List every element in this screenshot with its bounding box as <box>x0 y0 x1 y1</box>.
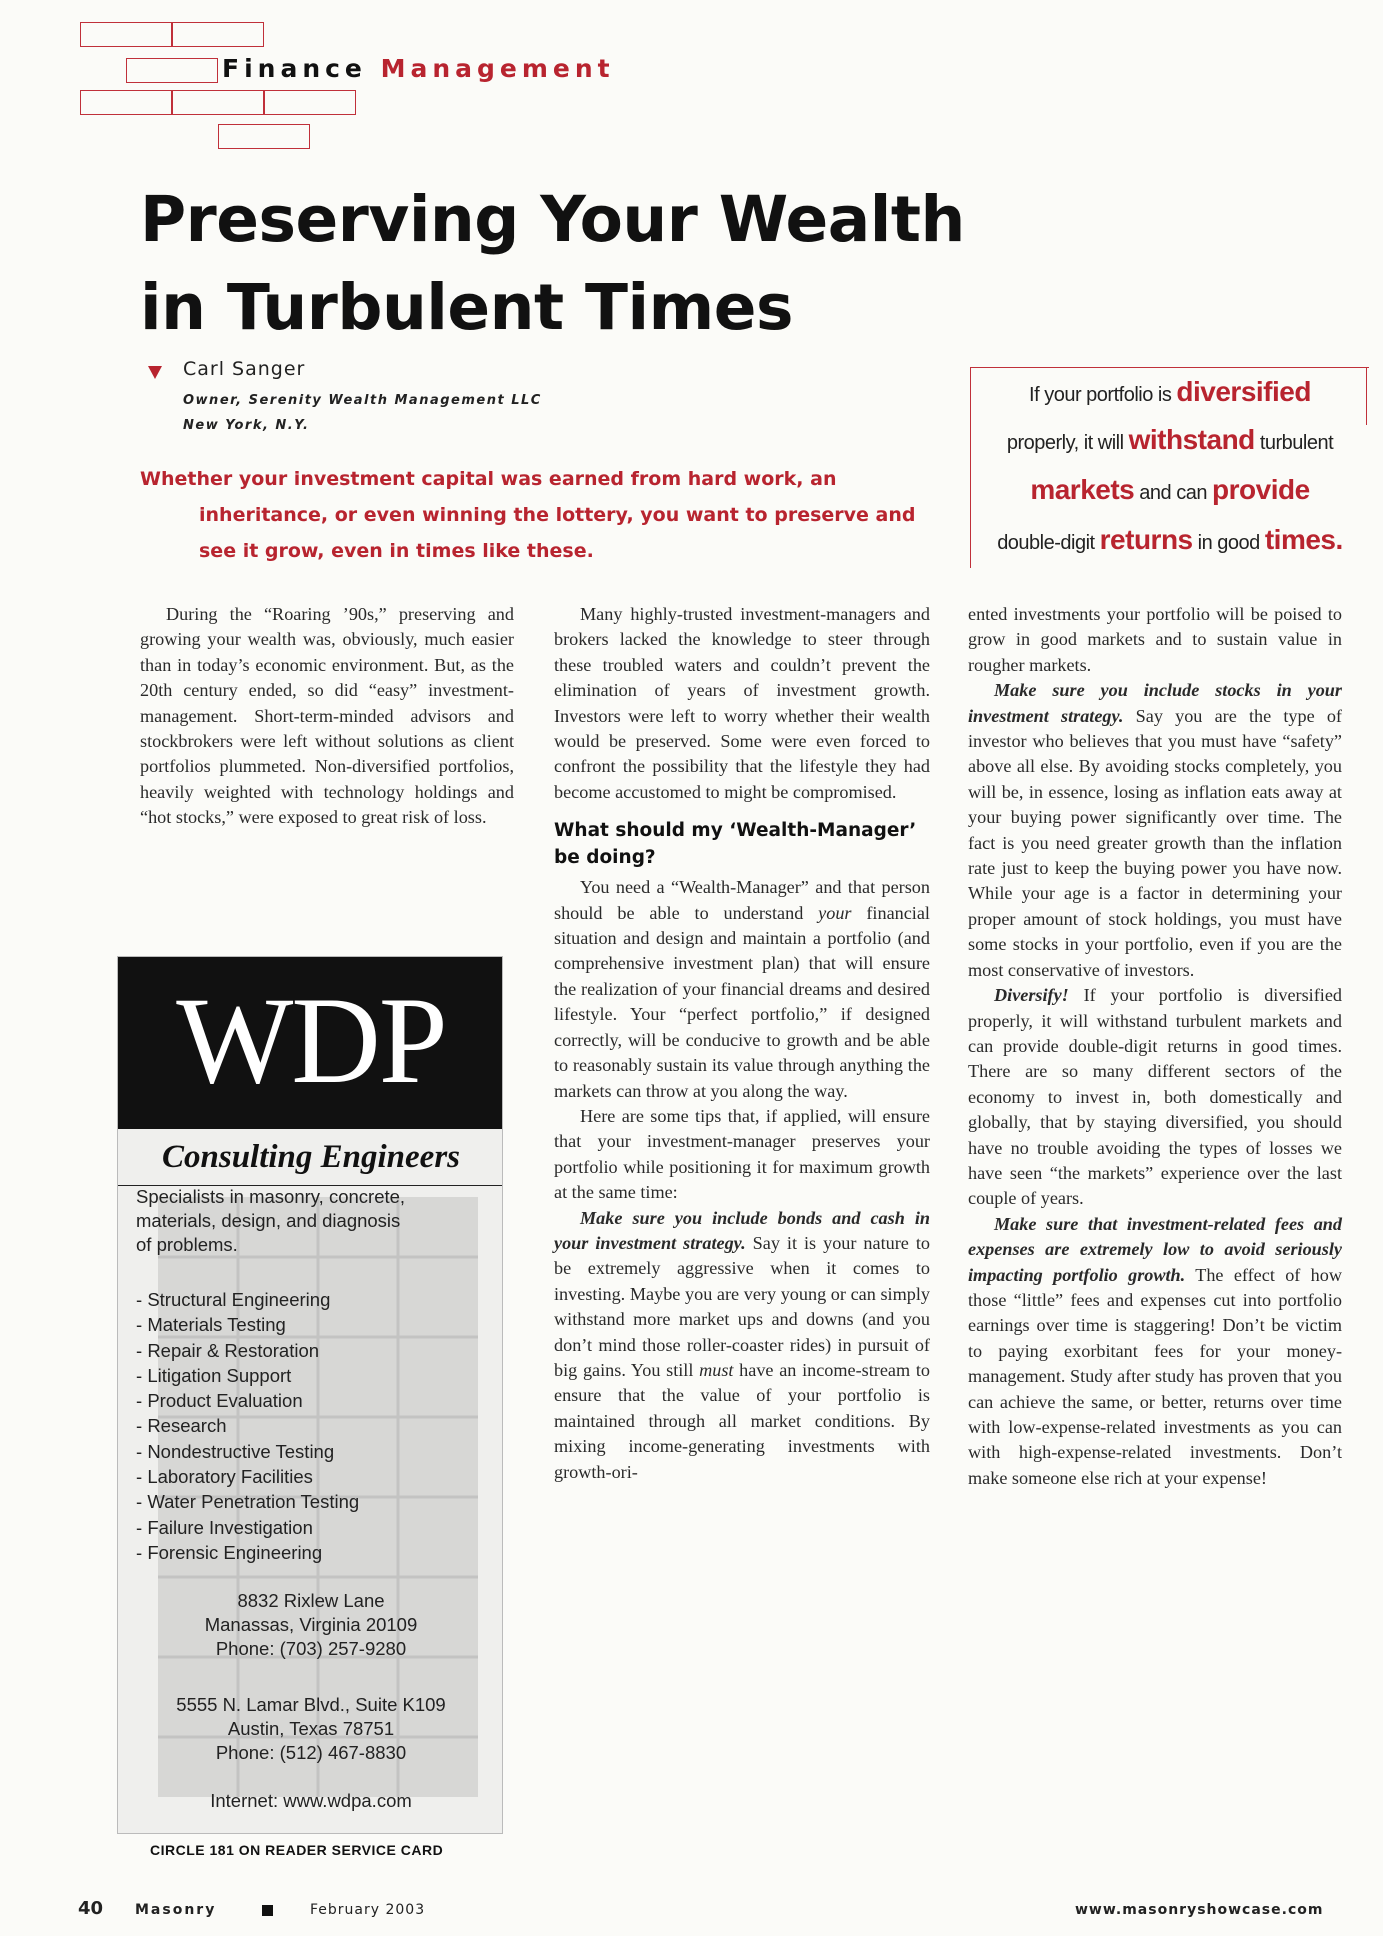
body-paragraph: Diversify! If your portfolio is diversified properly, it will withstand turbulent markets and can provide double-digit returns in good times. There are so many different sectors of the economy to invest in, both domestically and globally, that by staying diversified, you should have no trouble avoiding the types of losses we have seen “the markets” experience over the last couple of years. <box>968 985 1342 1209</box>
subheading: What should my ‘Wealth-Manager’ be doing? <box>554 820 917 869</box>
brick <box>264 90 356 115</box>
author-affiliation: Owner, Serenity Wealth Management LLC <box>183 393 542 408</box>
brick <box>80 22 172 47</box>
brick <box>172 22 264 47</box>
ad-subtitle: Consulting Engineers <box>118 1129 503 1186</box>
column-2 <box>554 602 930 1485</box>
issue-date: February 2003 <box>310 1902 426 1918</box>
service-item: - Water Penetration Testing <box>136 1489 359 1514</box>
body-paragraph: Many highly-trusted investment-managers and brokers lacked the knowledge to steer through these troubled waters and couldn’t prevent the elimination of years of investment growth. Investors were left to worry whether their wealth would be preserved. Some were even forced to confront the possibility that the lifestyle they had become accustomed to might be compromised. <box>554 604 930 802</box>
deck-line: Whether your investment capital was earned from hard work, an <box>140 468 837 490</box>
body-paragraph: Make sure you include stocks in your investment strategy. Say you are the type of investor who believes that you must have “safety” above all else. By avoiding stocks completely, you will be, in essence, losing as inflation eats away at your buying power significantly over time. The fact is you need greater growth than the inflation rate just to keep the buying power you have now. While your age is a factor in determining your proper amount of stock holdings, you must have some stocks in your portfolio, even if you are the most conservative of investors. <box>968 680 1342 980</box>
service-item: - Structural Engineering <box>136 1287 359 1312</box>
service-item: - Materials Testing <box>136 1312 359 1337</box>
service-item: - Repair & Restoration <box>136 1338 359 1363</box>
brick <box>126 58 218 83</box>
section-label: Finance <box>222 54 367 83</box>
body-paragraph: Here are some tips that, if applied, will ensure that your investment-manager preserves your portfolio while positioning it for maximum growth at the same time: <box>554 1105 930 1203</box>
tip-heading: Make sure that investment-related fees and expenses are extremely low to avoid seriously impacting portfolio growth. <box>968 1213 1342 1285</box>
service-item: - Product Evaluation <box>136 1388 359 1413</box>
deck-line: inheritance, or even winning the lottery, you want to preserve and <box>199 504 916 526</box>
ad-caption: CIRCLE 181 ON READER SERVICE CARD <box>150 1842 444 1858</box>
service-item: - Failure Investigation <box>136 1515 359 1540</box>
body-paragraph: Make sure that investment-related fees and expenses are extremely low to avoid seriously impacting portfolio growth. The effect of how those “little” fees and expenses cut into portfolio earnings over time is staggering! Don’t be victim to paying exorbitant fees for your money-management. Study after study has proven that you can achieve the same, or better, returns over time with low-expense-related investments as you can with high-expense-related investments. Don’t make someone else rich at your expense! <box>968 1213 1342 1488</box>
pull-quote-line: markets and can provide <box>1030 474 1310 505</box>
author-name: Carl Sanger <box>183 358 306 380</box>
pull-quote <box>970 367 1369 568</box>
column-1 <box>140 602 514 831</box>
author-location: New York, N.Y. <box>183 418 310 433</box>
page-number: 40 <box>78 1898 104 1919</box>
service-item: - Forensic Engineering <box>136 1540 359 1565</box>
ad-tagline: Specialists in masonry, concrete, materials, design, and diagnosis of problems. <box>136 1186 406 1255</box>
brick <box>80 90 172 115</box>
byline-triangle-icon <box>148 366 162 379</box>
service-item: - Research <box>136 1413 359 1438</box>
deck-line: see it grow, even in times like these. <box>199 540 594 562</box>
wdp-advertisement <box>117 956 503 1834</box>
ad-logo: WDP <box>176 972 446 1109</box>
pull-quote-rule <box>1366 367 1367 425</box>
pull-quote-line: properly, it will withstand turbulent <box>1006 424 1334 455</box>
ad-office-texas: 5555 N. Lamar Blvd., Suite K109 Austin, Texas 78751 Phone: (512) 467-8830 <box>176 1694 446 1763</box>
tip-heading: Diversify! <box>994 985 1069 1006</box>
ad-office-virginia: 8832 Rixlew Lane Manassas, Virginia 20109 Phone: (703) 257-9280 <box>204 1590 418 1659</box>
body-paragraph: During the “Roaring ’90s,” preserving and growing your wealth was, obviously, much easier than in today’s economic environment. But, as the 20th century ended, so did “easy” investment-management. Short-term-minded advisors and stockbrokers were left without solutions as client portfolios plummeted. Non-diversified portfolios, heavily weighted with technology holdings and “hot stocks,” were exposed to great risk of loss. <box>140 604 514 828</box>
body-paragraph: You need a “Wealth-Manager” and that person should be able to understand your financial situation and design and maintain a portfolio (and comprehensive investment plan) that will ensure the realization of your financial dreams and desired lifestyle. Your “perfect portfolio,” if designed correctly, will be conducive to growth and be able to reasonably sustain its value through anything the markets can throw at you along the way. <box>554 877 930 1101</box>
column-3 <box>968 602 1342 1491</box>
pull-quote-line: If your portfolio is diversified <box>1029 376 1311 407</box>
brick <box>218 124 310 149</box>
ad-website: Internet: www.wdpa.com <box>210 1790 412 1811</box>
article-title <box>140 176 1100 352</box>
ad-logo-banner <box>118 957 503 1129</box>
section-label-accent: Management <box>380 54 615 83</box>
body-paragraph: ented investments your portfolio will be poised to grow in good markets and to sustain value in rougher markets. <box>968 604 1342 675</box>
body-paragraph: Make sure you include bonds and cash in your investment strategy. Say it is your nature to be extremely aggressive when it comes to investing. Maybe you are very young or can simply withstand more market ups and downs (and you don’t mind those roller-coaster rides) in pursuit of big gains. You still must have an income-stream to ensure that the value of your portfolio is maintained through all market conditions. By mixing income-generating investments with growth-ori- <box>554 1207 931 1482</box>
service-item: - Litigation Support <box>136 1363 359 1388</box>
tip-heading: Make sure you include bonds and cash in your investment strategy. <box>554 1207 930 1253</box>
pull-quote-line: double-digit returns in good times. <box>997 524 1343 555</box>
tip-heading: Make sure you include stocks in your investment strategy. <box>968 680 1342 726</box>
footer-square-icon <box>262 1905 273 1916</box>
section-kicker <box>222 54 615 83</box>
magazine-name: Masonry <box>135 1902 217 1918</box>
service-item: - Laboratory Facilities <box>136 1464 359 1489</box>
title-line: in Turbulent Times <box>140 271 793 344</box>
website-url: www.masonryshowcase.com <box>1075 1902 1324 1918</box>
brick <box>172 90 264 115</box>
ad-services-list <box>136 1287 359 1565</box>
service-item: - Nondestructive Testing <box>136 1439 359 1464</box>
title-line: Preserving Your Wealth <box>140 183 965 256</box>
